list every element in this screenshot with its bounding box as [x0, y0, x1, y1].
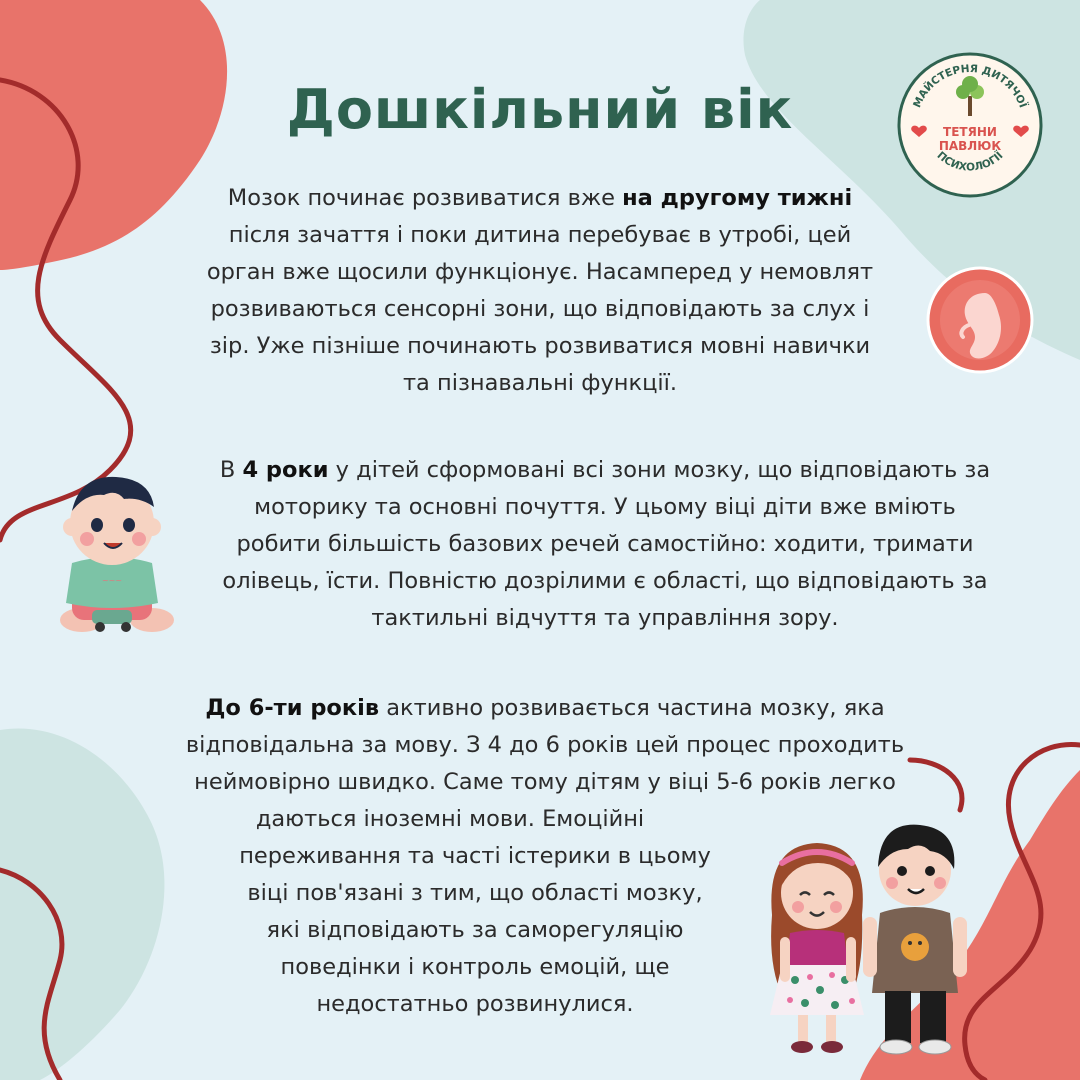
p2-line4: олівець, їсти. Повністю дозрілими є області, що відповідають за: [222, 568, 988, 594]
p1-line1-bold: на другому тижні: [622, 185, 853, 211]
logo-name-line2: ПАВЛЮК: [938, 139, 1002, 153]
brand-logo: [897, 52, 1043, 198]
p3-line6: віці пов'язані з тим, що області мозку,: [247, 880, 703, 906]
p1-line6: та пізнавальні функції.: [402, 370, 678, 396]
p3-line5: переживання та часті істерики в цьому: [239, 843, 711, 869]
p1-line4: розвиваються сенсорні зони, що відповідають за слух і: [210, 296, 870, 322]
page-title: Дошкільний вік: [286, 78, 794, 141]
p3-line2: відповідальна за мову. З 4 до 6 років цей процес проходить: [185, 732, 905, 758]
p2-line3: робити більшість базових речей самостійно: ходити, тримати: [236, 531, 974, 557]
boy-illustration: [863, 825, 967, 1054]
paragraph-age-4: [160, 452, 1050, 637]
p3-line1-bold: До 6-ти років: [205, 695, 380, 721]
p3-line4: даються іноземні мови. Емоційні: [255, 806, 645, 832]
p1-line3: орган вже щосили функціонує. Насамперед у немовлят: [206, 259, 874, 285]
p3-line8: поведінки і контроль емоцій, ще: [280, 954, 670, 980]
p1-line2: після зачаття і поки дитина перебуває в утробі, цей: [228, 222, 852, 248]
p2-line2: моторику та основні почуття. У цьому віці діти вже вміють: [254, 494, 956, 520]
paragraph-age-6-continued: [150, 801, 800, 1023]
p1-line1-text: Мозок починає розвиватися вже: [227, 185, 623, 211]
boy-with-toy-car-icon: [42, 465, 182, 640]
paragraph-age-6: [120, 690, 970, 801]
logo-bottom-text: ПСИХОЛОГІЇ: [934, 149, 1006, 174]
logo-top-text: МАЙСТЕРНЯ ДИТЯЧОЇ: [911, 62, 1029, 110]
p1-line5: зір. Уже пізніше починають розвиватися мовні навички: [209, 333, 871, 359]
p2-line1-pre: В: [219, 457, 243, 483]
logo-name-line1: ТЕТЯНИ: [943, 125, 997, 139]
girl-and-boy-icon: [760, 815, 1010, 1065]
paragraph-prenatal: [150, 180, 930, 402]
p2-line1-bold: 4 роки: [242, 457, 329, 483]
p3-line7: які відповідають за саморегуляцію: [266, 917, 684, 943]
girl-illustration: [770, 843, 864, 1053]
p3-line9: недостатньо розвинулися.: [316, 991, 634, 1017]
p2-line1-post: у дітей сформовані всі зони мозку, що відповідають за: [328, 457, 991, 483]
fetus-icon: [925, 265, 1035, 375]
p3-line1-post: активно розвивається частина мозку, яка: [379, 695, 885, 721]
p2-line5: тактильні відчуття та управління зору.: [371, 605, 839, 631]
p3-line3: неймовірно швидко. Саме тому дітям у віці 5-6 років легко: [194, 769, 896, 795]
svg-text:~~~: ~~~: [101, 576, 123, 585]
